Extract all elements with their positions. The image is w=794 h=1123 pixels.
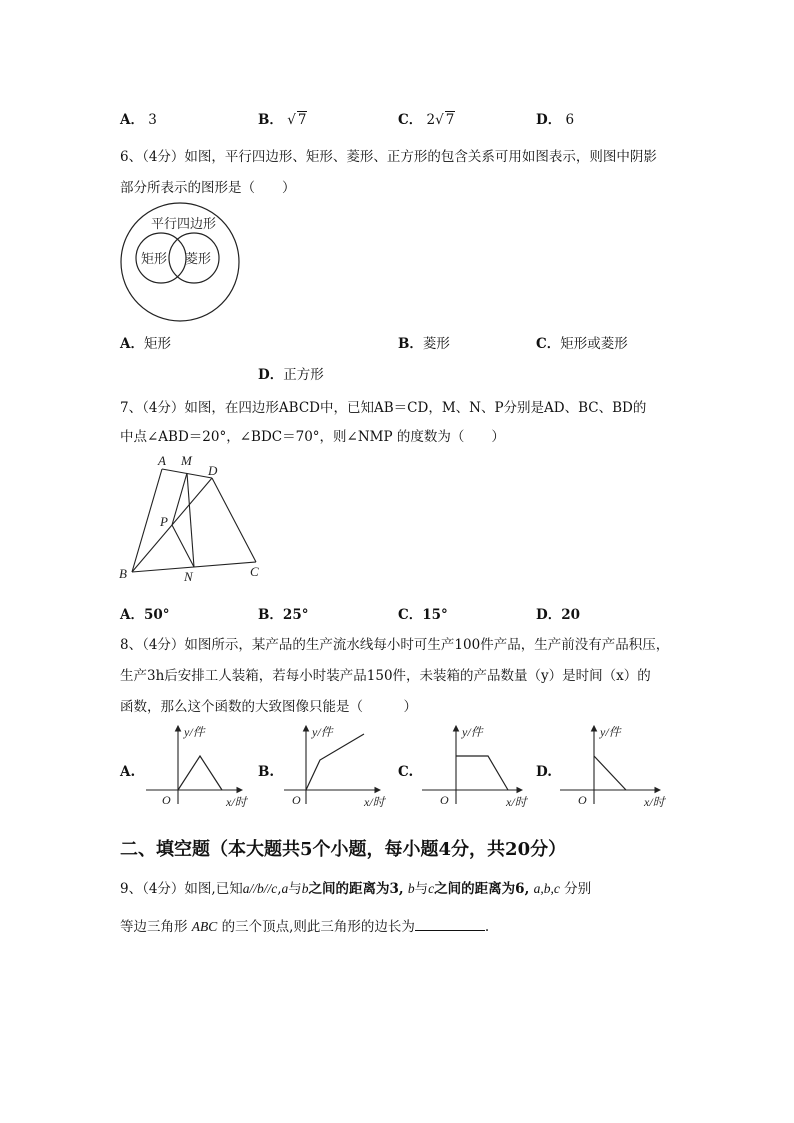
q7-option-b bbox=[258, 603, 308, 623]
q7-option-d bbox=[536, 603, 580, 623]
text: 之间的距离为6, bbox=[434, 881, 530, 897]
option-letter: D． bbox=[258, 367, 284, 383]
q6-venn-diagram bbox=[118, 200, 243, 325]
origin-label: O bbox=[292, 793, 301, 807]
origin-label: O bbox=[162, 793, 171, 807]
q8-graph-c bbox=[418, 720, 530, 816]
parallelogram-label: 平行四边形 bbox=[151, 216, 217, 231]
option-letter: B． bbox=[398, 336, 423, 352]
point-b-label: B bbox=[119, 566, 127, 581]
q9-stem-line2 bbox=[120, 915, 489, 935]
radicand: 7 bbox=[297, 112, 307, 128]
text: , bbox=[277, 881, 282, 897]
math: c bbox=[428, 881, 435, 896]
segment-pn bbox=[172, 525, 194, 567]
origin-label: O bbox=[578, 793, 587, 807]
rectangle-label: 矩形 bbox=[141, 251, 168, 266]
q5-option-b bbox=[258, 108, 307, 128]
point-d-label: D bbox=[208, 463, 218, 478]
q8-stem-line2: 生产3h后安排工人装箱，若每小时装产品150件，未装箱的产品数量（y）是时间（x）的 bbox=[120, 668, 651, 684]
answer-blank[interactable] bbox=[415, 918, 485, 931]
text: 的三个顶点,则此三角形的边长为 bbox=[221, 919, 415, 935]
q8-option-a-letter: A. bbox=[120, 764, 136, 780]
option-letter: A． bbox=[120, 336, 144, 352]
graph-curve bbox=[178, 756, 222, 790]
segment-mp bbox=[172, 473, 187, 525]
q8-option-c-letter: C. bbox=[398, 764, 414, 780]
q6-option-c bbox=[536, 332, 628, 352]
q6-option-d bbox=[258, 363, 324, 383]
q8-option-b-letter: B. bbox=[258, 764, 275, 780]
option-text: 矩形或菱形 bbox=[560, 336, 628, 352]
segment-dc bbox=[212, 478, 256, 562]
q8-option-d-letter: D. bbox=[536, 764, 552, 780]
x-axis-label: x/时 bbox=[644, 795, 665, 809]
math: ABC bbox=[191, 919, 218, 934]
q8-stem-line1: 8、（4分）如图所示，某产品的生产流水线每小时可生产100件产品，生产前没有产品积压， bbox=[120, 637, 670, 653]
option-letter: C． bbox=[398, 112, 423, 128]
math: a,b,c bbox=[533, 881, 560, 896]
q8-stem-line3: 函数，那么这个函数的大致图像只能是（ ） bbox=[120, 699, 417, 715]
y-axis-label: y/件 bbox=[600, 725, 621, 739]
option-text: 20 bbox=[561, 607, 581, 623]
q5-option-c bbox=[398, 108, 455, 128]
option-text: 25° bbox=[282, 607, 309, 623]
q8-graph-a bbox=[142, 720, 254, 816]
point-c-label: C bbox=[250, 564, 259, 579]
option-text: 正方形 bbox=[283, 367, 324, 383]
q7-quadrilateral-figure bbox=[116, 452, 271, 587]
option-letter: B． bbox=[258, 607, 283, 623]
math: a bbox=[281, 881, 289, 896]
point-m-label: M bbox=[181, 453, 192, 468]
sqrt-expression: √ 7 bbox=[287, 112, 307, 128]
graph-curve bbox=[456, 756, 508, 790]
q7-option-c bbox=[398, 603, 448, 623]
q5-option-a bbox=[120, 108, 157, 128]
option-letter: D． bbox=[536, 112, 562, 128]
radicand: 7 bbox=[445, 112, 455, 128]
option-text: 3 bbox=[148, 112, 157, 128]
math: a//b//c bbox=[242, 881, 278, 896]
q9-stem-line1 bbox=[120, 877, 591, 897]
q5-option-d bbox=[536, 108, 574, 128]
q8-graph-b bbox=[280, 720, 392, 816]
q6-stem-line2: 部分所表示的图形是（ ） bbox=[120, 180, 296, 196]
segment-ab bbox=[132, 469, 162, 572]
text: 与 bbox=[414, 881, 429, 897]
y-axis-label: y/件 bbox=[184, 725, 205, 739]
option-letter: D． bbox=[536, 607, 562, 623]
q6-option-b bbox=[398, 332, 450, 352]
option-letter: A． bbox=[120, 112, 144, 128]
graph-curve bbox=[306, 734, 364, 790]
option-letter: A． bbox=[120, 607, 144, 623]
text: 之间的距离为3, bbox=[308, 881, 404, 897]
option-text: 菱形 bbox=[422, 336, 450, 352]
graph-curve bbox=[594, 756, 626, 790]
rhombus-label: 菱形 bbox=[185, 251, 212, 266]
x-axis-label: x/时 bbox=[506, 795, 527, 809]
q7-stem-line2: 中点∠ABD＝20°，∠BDC＝70°，则∠NMP 的度数为（ ） bbox=[120, 429, 505, 445]
text: 与 bbox=[288, 881, 302, 897]
point-p-label: P bbox=[160, 514, 168, 529]
text: 分别 bbox=[564, 881, 592, 897]
option-text: 矩形 bbox=[143, 336, 171, 352]
y-axis-label: y/件 bbox=[312, 725, 333, 739]
x-axis-label: x/时 bbox=[364, 795, 385, 809]
point-n-label: N bbox=[184, 569, 193, 584]
q6-stem-line1: 6、（4分）如图，平行四边形、矩形、菱形、正方形的包含关系可用如图表示，则图中阴影 bbox=[120, 149, 657, 165]
q6-option-a bbox=[120, 332, 171, 352]
y-axis-label: y/件 bbox=[462, 725, 483, 739]
origin-label: O bbox=[440, 793, 449, 807]
q7-stem-line1: 7、（4分）如图，在四边形ABCD中，已知AB＝CD，M、N、P分别是AD、BC、BD的 bbox=[120, 400, 647, 416]
option-text: 6 bbox=[565, 112, 575, 128]
q8-graph-d bbox=[556, 720, 668, 816]
point-a-label: A bbox=[158, 453, 166, 468]
math: b bbox=[407, 881, 415, 896]
option-text: 15° bbox=[422, 607, 448, 623]
sqrt-expression: √ 7 bbox=[435, 112, 455, 128]
option-letter: C． bbox=[398, 607, 423, 623]
section-title-fill-in: 二、填空题（本大题共5个小题，每小题4分，共20分） bbox=[120, 839, 567, 860]
option-letter: C． bbox=[536, 336, 561, 352]
math: b bbox=[301, 881, 309, 896]
text: 9、（4分）如图,已知 bbox=[120, 881, 243, 897]
text: 等边三角形 bbox=[120, 919, 188, 935]
segment-mn bbox=[187, 473, 194, 567]
text: . bbox=[484, 919, 490, 935]
x-axis-label: x/时 bbox=[226, 795, 247, 809]
option-text: 50° bbox=[143, 607, 170, 623]
option-letter: B． bbox=[258, 112, 283, 128]
coefficient: 2 bbox=[426, 112, 436, 128]
q7-option-a bbox=[120, 603, 170, 623]
